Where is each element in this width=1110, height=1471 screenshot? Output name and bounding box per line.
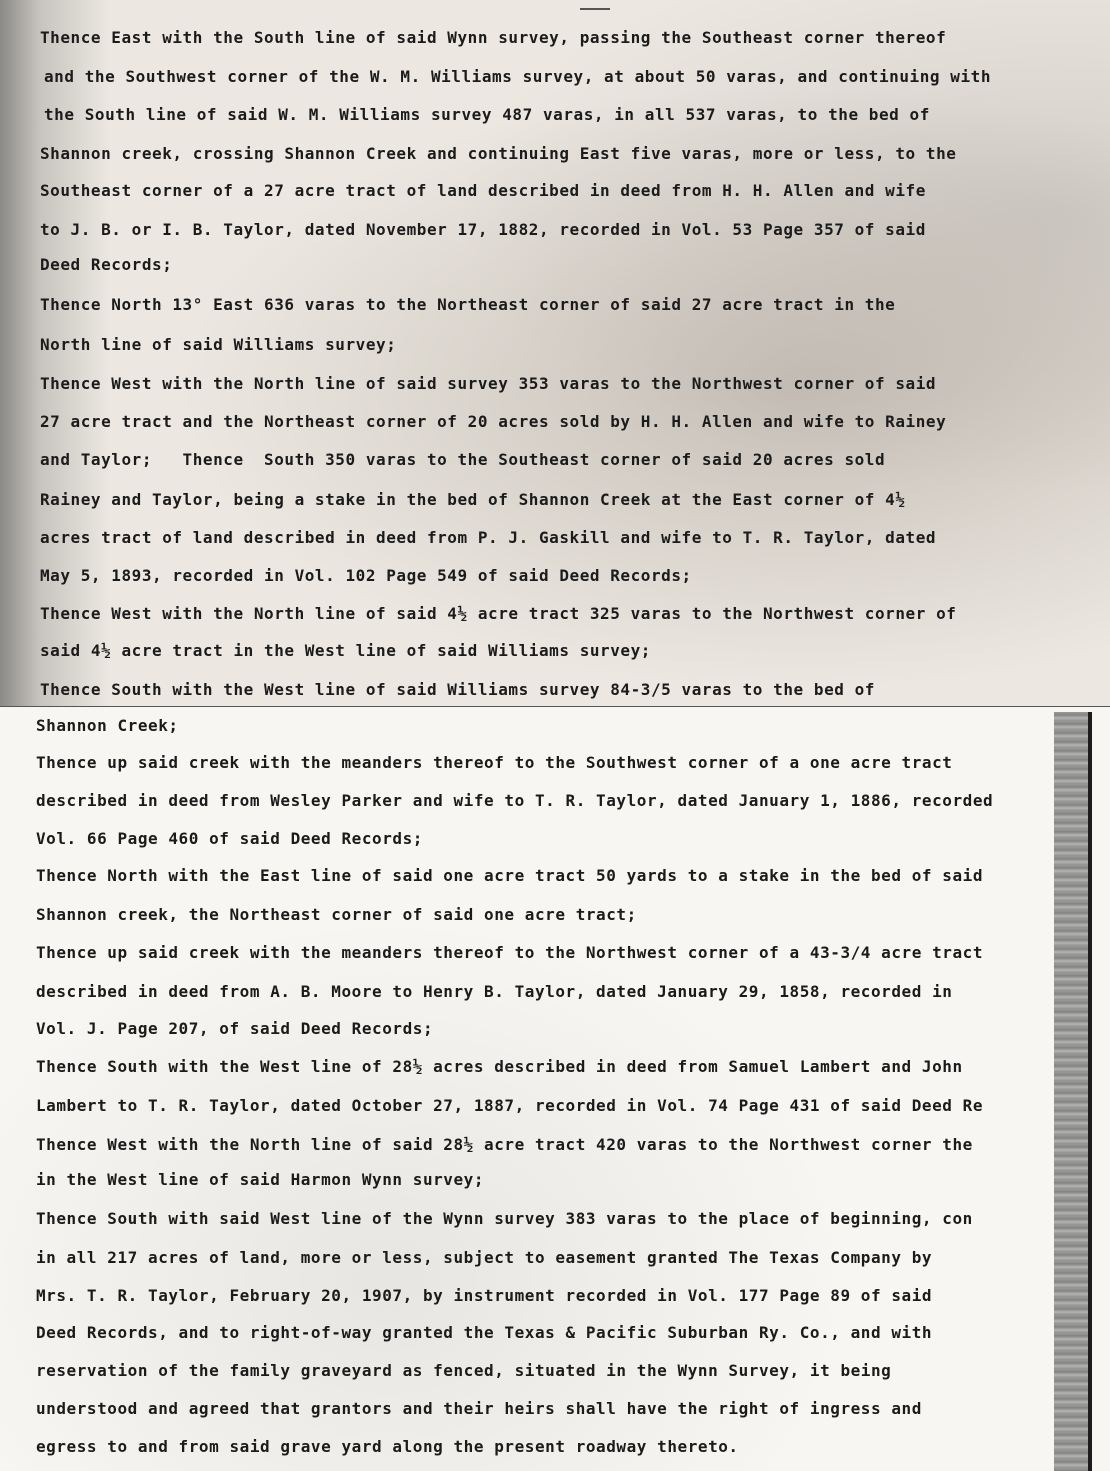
text-line: Southeast corner of a 27 acre tract of land described in deed from H. H. Allen and wife — [40, 181, 926, 200]
scan-edge-shadow — [1054, 712, 1088, 1471]
text-line: Thence South with the West line of said Williams survey 84-3/5 varas to the bed of — [40, 680, 875, 699]
text-line: Shannon creek, the Northeast corner of said one acre tract; — [36, 905, 637, 924]
top-mark — [580, 8, 610, 10]
text-line: understood and agreed that grantors and their heirs shall have the right of ingress and — [36, 1399, 922, 1418]
text-line: reservation of the family graveyard as fenced, situated in the Wynn Survey, it being — [36, 1361, 892, 1380]
text-line: Thence South with said West line of the Wynn survey 383 varas to the place of beginning, con — [36, 1209, 973, 1228]
lower-paper-sheet — [0, 706, 1110, 1471]
text-line: Vol. 66 Page 460 of said Deed Records; — [36, 829, 423, 848]
text-line: Thence North 13° East 636 varas to the Northeast corner of said 27 acre tract in the — [40, 295, 896, 314]
text-line: described in deed from A. B. Moore to Henry B. Taylor, dated January 29, 1858, recorded in — [36, 982, 953, 1001]
text-line: Thence East with the South line of said Wynn survey, passing the Southeast corner thereof — [40, 28, 947, 47]
text-line: 27 acre tract and the Northeast corner of 20 acres sold by H. H. Allen and wife to Rainey — [40, 412, 947, 431]
text-line: and the Southwest corner of the W. M. Williams survey, at about 50 varas, and continuing with — [44, 67, 992, 86]
text-line: and Taylor; Thence South 350 varas to the Southeast corner of said 20 acres sold — [40, 450, 886, 469]
text-line: acres tract of land described in deed from P. J. Gaskill and wife to T. R. Taylor, dated — [40, 528, 937, 547]
text-line: to J. B. or I. B. Taylor, dated November 17, 1882, recorded in Vol. 53 Page 357 of said — [40, 220, 926, 239]
scan-edge-line — [1088, 712, 1092, 1471]
text-line: Shannon Creek; — [36, 716, 179, 735]
text-line: described in deed from Wesley Parker and wife to T. R. Taylor, dated January 1, 1886, recorded — [36, 791, 994, 810]
text-line: Vol. J. Page 207, of said Deed Records; — [36, 1019, 434, 1038]
text-line: Shannon creek, crossing Shannon Creek and continuing East five varas, more or less, to the — [40, 144, 957, 163]
text-line: Thence West with the North line of said 4½ acre tract 325 varas to the Northwest corner of — [40, 604, 957, 623]
text-line: Thence up said creek with the meanders thereof to the Southwest corner of a one acre tract — [36, 753, 953, 772]
text-line: Thence up said creek with the meanders thereof to the Northwest corner of a 43-3/4 acre tract — [36, 943, 984, 962]
text-line: Mrs. T. R. Taylor, February 20, 1907, by instrument recorded in Vol. 177 Page 89 of said — [36, 1286, 933, 1305]
text-line: Thence West with the North line of said 28½ acre tract 420 varas to the Northwest corner the — [36, 1135, 973, 1154]
text-line: in the West line of said Harmon Wynn survey; — [36, 1170, 485, 1189]
text-line: North line of said Williams survey; — [40, 335, 397, 354]
text-line: Thence South with the West line of 28½ acres described in deed from Samuel Lambert and John — [36, 1057, 963, 1076]
text-line: the South line of said W. M. Williams survey 487 varas, in all 537 varas, to the bed of — [44, 105, 930, 124]
text-line: Deed Records, and to right-of-way granted the Texas & Pacific Suburban Ry. Co., and with — [36, 1323, 933, 1342]
text-line: May 5, 1893, recorded in Vol. 102 Page 549 of said Deed Records; — [40, 566, 692, 585]
text-line: Thence North with the East line of said one acre tract 50 yards to a stake in the bed of said — [36, 866, 984, 885]
text-line: Thence West with the North line of said survey 353 varas to the Northwest corner of said — [40, 374, 937, 393]
text-line: egress to and from said grave yard along the present roadway thereto. — [36, 1437, 739, 1456]
text-line: in all 217 acres of land, more or less, subject to easement granted The Texas Company by — [36, 1248, 933, 1267]
text-line: said 4½ acre tract in the West line of said Williams survey; — [40, 641, 651, 660]
text-line: Rainey and Taylor, being a stake in the bed of Shannon Creek at the East corner of 4½ — [40, 490, 906, 509]
text-line: Lambert to T. R. Taylor, dated October 27, 1887, recorded in Vol. 74 Page 431 of said Deed Re — [36, 1096, 984, 1115]
text-line: Deed Records; — [40, 255, 173, 274]
